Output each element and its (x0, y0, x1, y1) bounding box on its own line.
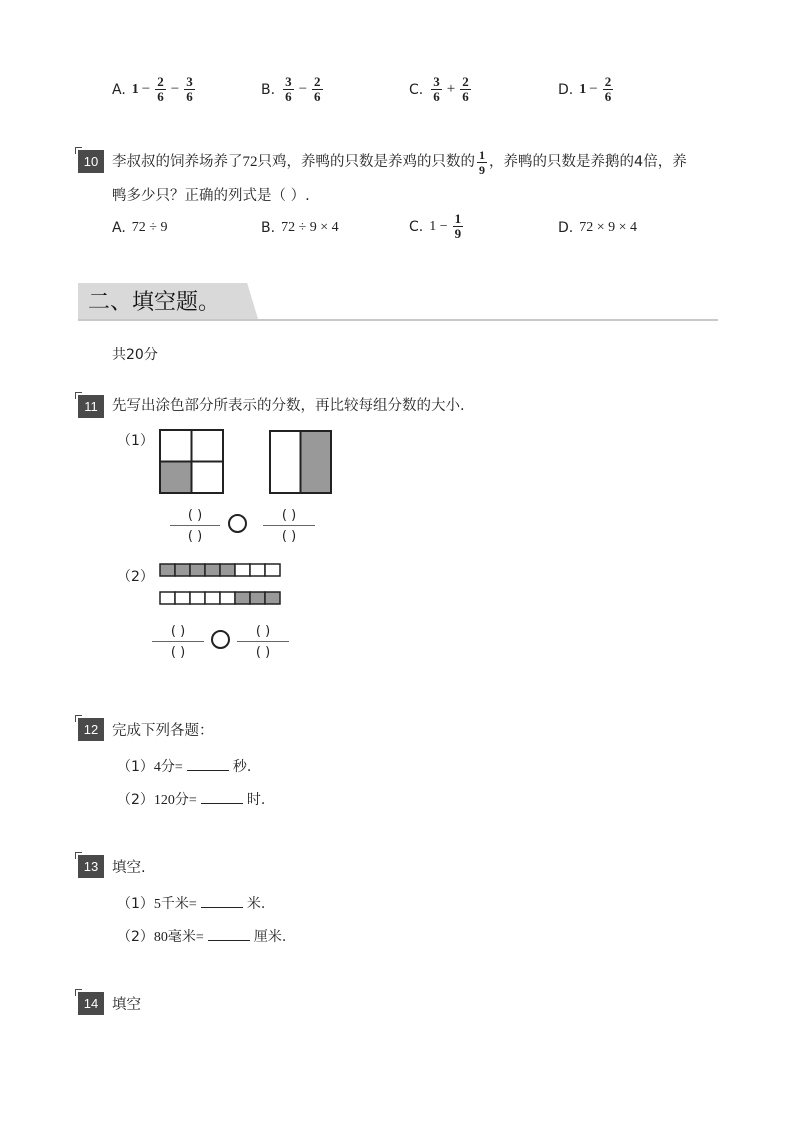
denominator: 6 (433, 89, 440, 104)
numerator: 1 (479, 147, 485, 162)
fraction (283, 75, 294, 104)
shaded-cell (220, 564, 235, 576)
operator: + (446, 81, 456, 97)
q13-part-2 (117, 926, 286, 946)
question-10-line2: 鸭多少只？正确的列式是（ ）. (112, 188, 310, 204)
empty-cell (205, 592, 220, 604)
part-1-label: （1） (117, 433, 154, 449)
question-text: 只鸡，养鸭的只数是养鸡的只数的 (257, 154, 475, 170)
fraction (155, 75, 166, 104)
section-divider (78, 319, 718, 321)
numerator-blank[interactable]: ( ) (187, 508, 203, 523)
numerator: 2 (314, 74, 321, 89)
q12-part-1 (117, 756, 251, 776)
shaded-cell (235, 592, 250, 604)
option-d[interactable] (558, 75, 615, 104)
option-b[interactable] (261, 220, 339, 236)
answer-fraction[interactable] (263, 508, 315, 544)
denominator: 9 (479, 162, 485, 177)
q12-part-2 (117, 789, 265, 809)
option-label: A. (112, 220, 126, 236)
expression: 80毫米= (153, 930, 204, 945)
denominator: 6 (186, 89, 193, 104)
shaded-cell (190, 564, 205, 576)
compare-circle[interactable] (228, 514, 247, 533)
question-number: 12 (83, 722, 99, 737)
fraction (460, 75, 471, 104)
part-label: （2） (117, 792, 154, 808)
answer-blank[interactable] (201, 894, 243, 908)
expression: 4分= (153, 760, 183, 775)
question-12-text: 完成下列各题： (112, 723, 214, 739)
shaded-cell (205, 564, 220, 576)
numerator: 3 (186, 74, 193, 89)
question-number-badge (78, 150, 104, 173)
option-label: B. (261, 220, 276, 236)
denominator-blank[interactable]: ( ) (281, 529, 297, 544)
shaded-cell (265, 592, 280, 604)
numerator-blank[interactable]: ( ) (255, 624, 271, 639)
option-c[interactable] (409, 75, 473, 104)
answer-blank[interactable] (201, 790, 243, 804)
numerator: 1 (454, 211, 462, 226)
question-14-text: 填空 (112, 997, 141, 1013)
shaded-cell (175, 564, 190, 576)
q13-part-1 (117, 893, 265, 913)
numerator-blank[interactable]: ( ) (170, 624, 186, 639)
question-number: 14 (83, 996, 99, 1011)
denominator: 6 (285, 89, 292, 104)
empty-cell (160, 592, 175, 604)
denominator: 9 (454, 226, 462, 241)
question-number-badge (78, 855, 104, 878)
option-label: C. (409, 218, 424, 235)
unit: 时. (246, 792, 266, 808)
denominator: 6 (157, 89, 164, 104)
question-text: 李叔叔的饲养场养了 (112, 154, 243, 170)
shaded-cell (160, 564, 175, 576)
option-a[interactable] (112, 220, 167, 236)
denominator-blank[interactable]: ( ) (170, 645, 186, 660)
fraction (603, 75, 614, 104)
expression: 5千米= (153, 897, 197, 912)
option-d[interactable] (558, 220, 637, 236)
operator: − (170, 81, 180, 97)
shaded-cell (301, 431, 331, 493)
numerator: 2 (157, 74, 164, 89)
denominator: 6 (604, 89, 612, 104)
rectangle-half-figure (269, 430, 333, 495)
section-score: 共20分 (112, 347, 158, 363)
question-number: 11 (84, 399, 98, 414)
chicken-count: 72 (242, 154, 258, 170)
unit: 秒. (232, 759, 252, 775)
empty-cell (250, 564, 265, 576)
answer-fraction[interactable] (170, 508, 220, 544)
numerator: 3 (433, 74, 440, 89)
part-label: （2） (117, 929, 154, 945)
part-label: （1） (117, 759, 154, 775)
question-13-text: 填空. (112, 860, 146, 876)
fraction (184, 75, 195, 104)
number: 1 (579, 81, 587, 97)
fraction-one-ninth (477, 148, 487, 177)
expression: 1 − (429, 218, 448, 234)
option-b[interactable] (261, 75, 325, 104)
unit: 米. (246, 896, 266, 912)
expression: 72 ÷ 9 × 4 (281, 220, 339, 235)
empty-cell (190, 592, 205, 604)
shaded-cell (250, 592, 265, 604)
question-11-text: 先写出涂色部分所表示的分数，再比较每组分数的大小. (112, 398, 465, 414)
question-number-badge (78, 718, 104, 741)
fraction (431, 75, 442, 104)
part-2-label: （2） (117, 569, 154, 585)
question-number: 10 (83, 154, 99, 169)
empty-cell (235, 564, 250, 576)
section-header (78, 283, 718, 321)
question-number-badge (78, 395, 104, 418)
option-label: C. (409, 81, 424, 98)
question-text: ，养鸭的只数是养鹅的4倍，养 (489, 154, 687, 170)
part-label: （1） (117, 896, 154, 912)
numerator: 2 (604, 74, 612, 89)
section-title: 二、填空题。 (88, 290, 221, 315)
strip-bar-1 (160, 564, 280, 576)
unit: 厘米. (253, 929, 287, 945)
fraction (312, 75, 323, 104)
denominator-blank[interactable]: ( ) (255, 645, 271, 660)
expression: 72 × 9 × 4 (579, 220, 638, 235)
empty-cell (220, 592, 235, 604)
expression: 72 ÷ 9 (131, 220, 168, 235)
strip-bar-2 (160, 592, 280, 604)
question-10-line1 (112, 146, 687, 179)
compare-circle[interactable] (211, 630, 230, 649)
numerator: 2 (462, 74, 469, 89)
question-number-badge (78, 992, 104, 1015)
answer-blank[interactable] (187, 757, 229, 771)
operator: − (141, 81, 151, 97)
empty-cell (175, 592, 190, 604)
answer-fraction[interactable] (152, 624, 204, 660)
denominator: 6 (314, 89, 321, 104)
denominator-blank[interactable]: ( ) (187, 529, 203, 544)
question-number: 13 (83, 859, 99, 874)
denominator: 6 (462, 89, 469, 104)
option-label: A. (112, 81, 126, 98)
numerator: 3 (285, 74, 292, 89)
expression: 120分= (153, 793, 197, 808)
option-label: B. (261, 81, 276, 98)
strip-figures (159, 562, 283, 610)
fraction (453, 212, 464, 241)
option-c[interactable] (409, 212, 465, 241)
answer-blank[interactable] (208, 927, 250, 941)
option-label: D. (558, 220, 574, 236)
number: 1 (131, 81, 139, 97)
empty-cell (265, 564, 280, 576)
numerator-blank[interactable]: ( ) (281, 508, 297, 523)
answer-fraction[interactable] (237, 624, 289, 660)
option-a[interactable] (112, 75, 197, 104)
square-quarter-figure (159, 429, 225, 495)
option-label: D. (558, 81, 574, 98)
operator: − (298, 81, 308, 97)
shaded-cell (160, 461, 191, 493)
operator: − (589, 81, 598, 97)
